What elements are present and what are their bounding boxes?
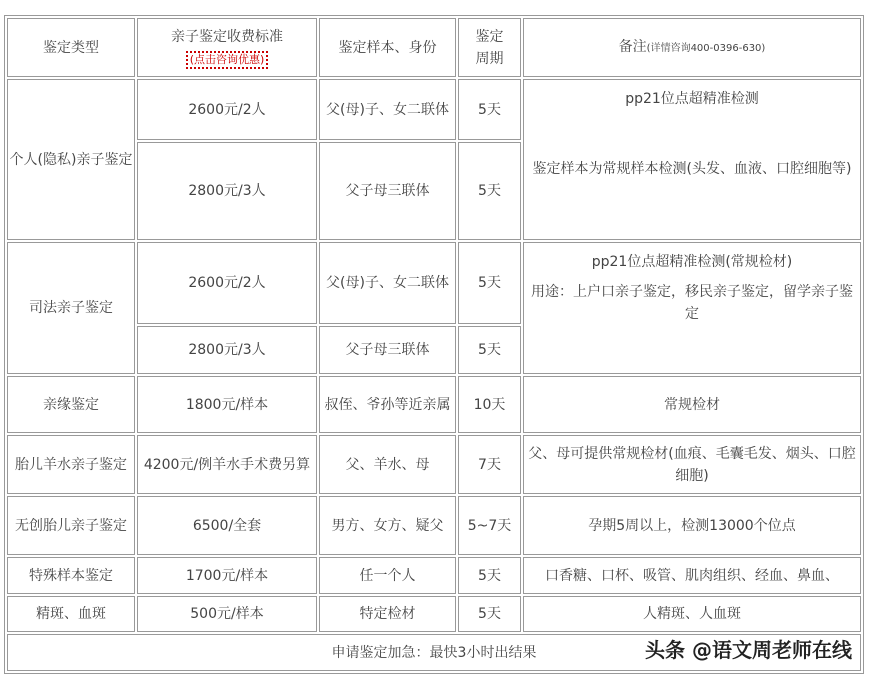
note-cell: 孕期5周以上，检测13000个位点 bbox=[523, 496, 861, 555]
note-cell: 父、母可提供常规检材(血痕、毛囊毛发、烟头、口腔细胞) bbox=[523, 435, 861, 494]
period-cell: 7天 bbox=[458, 435, 521, 494]
table-row bbox=[7, 376, 861, 433]
period-cell: 5天 bbox=[458, 242, 521, 324]
header-type: 鉴定类型 bbox=[7, 18, 135, 77]
sample-cell: 父(母)子、女二联体 bbox=[319, 79, 456, 140]
note-line: pp21位点超精准检测(常规检材) bbox=[591, 254, 793, 270]
period-cell: 5天 bbox=[458, 79, 521, 140]
promo-link[interactable]: (点击咨询优惠) bbox=[186, 51, 269, 69]
fee-cell: 4200元/例羊水手术费另算 bbox=[137, 435, 317, 494]
header-fee bbox=[137, 18, 317, 77]
footer-text: 申请鉴定加急：最快3小时出结果 bbox=[331, 644, 537, 661]
fee-cell: 2800元/3人 bbox=[137, 142, 317, 240]
note-cell: 常规检材 bbox=[523, 376, 861, 433]
table-row bbox=[7, 79, 861, 140]
note-cell: 口香糖、口杯、吸管、肌肉组织、经血、鼻血、 bbox=[523, 557, 861, 594]
header-fee-label: 亲子鉴定收费标准 bbox=[171, 28, 283, 45]
table-row bbox=[7, 242, 861, 324]
period-cell: 5天 bbox=[458, 326, 521, 374]
period-cell: 5~7天 bbox=[458, 496, 521, 555]
period-cell: 5天 bbox=[458, 142, 521, 240]
header-note bbox=[523, 18, 861, 77]
header-sample: 鉴定样本、身份 bbox=[319, 18, 456, 77]
footer-row bbox=[7, 634, 861, 671]
type-cell: 个人(隐私)亲子鉴定 bbox=[7, 79, 135, 240]
period-cell: 5天 bbox=[458, 596, 521, 632]
fee-cell: 2800元/3人 bbox=[137, 326, 317, 374]
watermark: 头条 @语文周老师在线 bbox=[645, 638, 852, 662]
fee-cell: 2600元/2人 bbox=[137, 79, 317, 140]
type-cell: 亲缘鉴定 bbox=[7, 376, 135, 433]
header-row bbox=[7, 18, 861, 77]
sample-cell: 父子母三联体 bbox=[319, 142, 456, 240]
table-row bbox=[7, 596, 861, 632]
sample-cell: 任一个人 bbox=[319, 557, 456, 594]
sample-cell: 叔侄、爷孙等近亲属 bbox=[319, 376, 456, 433]
header-note-label: 备注 bbox=[618, 38, 647, 55]
sample-cell: 父、羊水、母 bbox=[319, 435, 456, 494]
note-line: pp21位点超精准检测 bbox=[625, 91, 759, 107]
fee-cell: 1800元/样本 bbox=[137, 376, 317, 433]
fee-cell: 500元/样本 bbox=[137, 596, 317, 632]
header-note-phone: (详情咨询400-0396-630) bbox=[646, 42, 766, 54]
type-cell: 胎儿羊水亲子鉴定 bbox=[7, 435, 135, 494]
sample-cell: 男方、女方、疑父 bbox=[319, 496, 456, 555]
table-row bbox=[7, 557, 861, 594]
header-period: 鉴定周期 bbox=[458, 18, 521, 77]
sample-cell: 父(母)子、女二联体 bbox=[319, 242, 456, 324]
note-line: 鉴定样本为常规样本检测(头发、血液、口腔细胞等) bbox=[532, 161, 852, 177]
type-cell: 精斑、血斑 bbox=[7, 596, 135, 632]
fee-cell: 2600元/2人 bbox=[137, 242, 317, 324]
sample-cell: 父子母三联体 bbox=[319, 326, 456, 374]
period-cell: 5天 bbox=[458, 557, 521, 594]
footer-cell bbox=[7, 634, 861, 671]
type-cell: 司法亲子鉴定 bbox=[7, 242, 135, 374]
note-line: 用途：上户口亲子鉴定，移民亲子鉴定，留学亲子鉴定 bbox=[531, 284, 853, 322]
sample-cell: 特定检材 bbox=[319, 596, 456, 632]
fee-cell: 6500/全套 bbox=[137, 496, 317, 555]
fee-cell: 1700元/样本 bbox=[137, 557, 317, 594]
period-cell: 10天 bbox=[458, 376, 521, 433]
type-cell: 特殊样本鉴定 bbox=[7, 557, 135, 594]
table-row bbox=[7, 496, 861, 555]
price-table bbox=[4, 15, 864, 674]
note-cell: 人精斑、人血斑 bbox=[523, 596, 861, 632]
note-cell bbox=[523, 242, 861, 374]
type-cell: 无创胎儿亲子鉴定 bbox=[7, 496, 135, 555]
table-row bbox=[7, 435, 861, 494]
note-cell bbox=[523, 79, 861, 240]
